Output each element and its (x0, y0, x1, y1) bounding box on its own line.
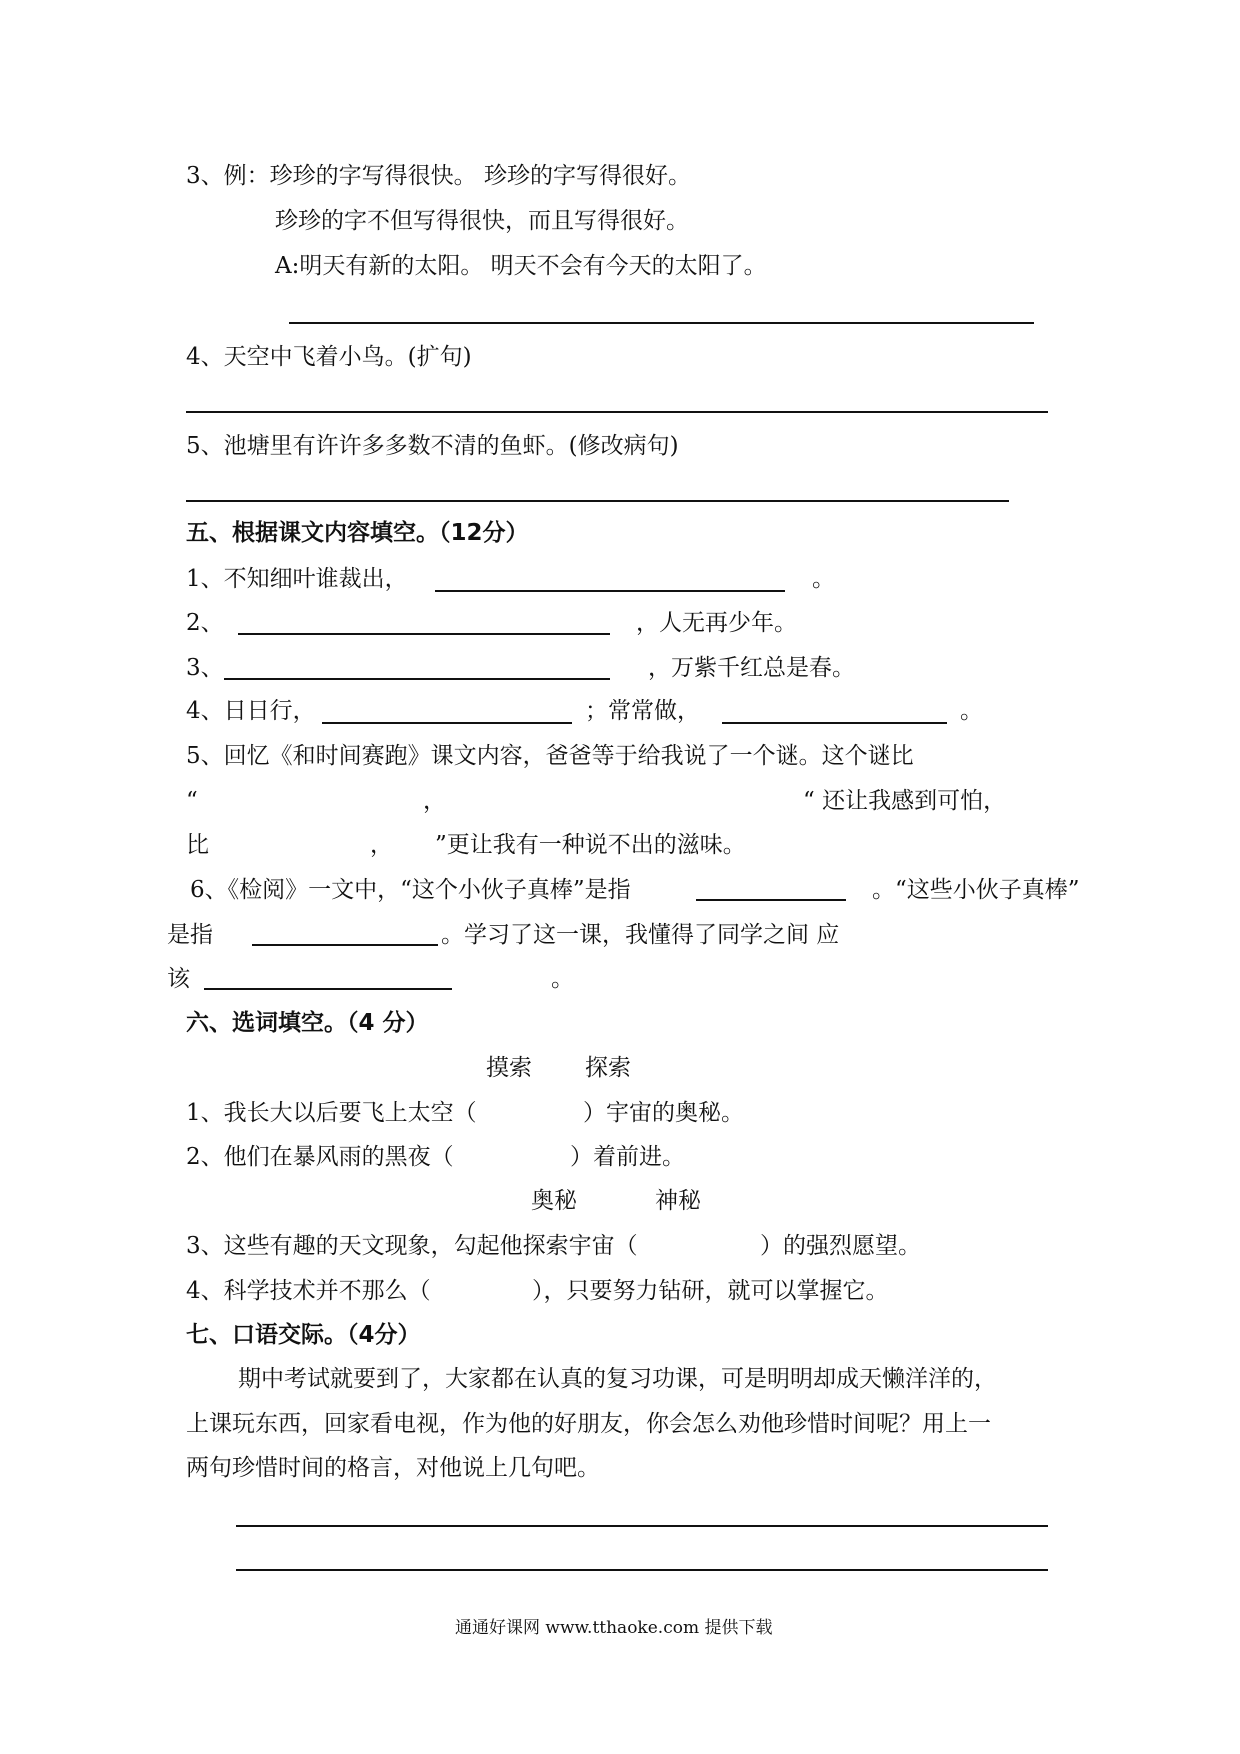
s5-q6-line1-end: 。“这些小伙子真棒” (872, 877, 1080, 903)
q5-correct-sentence: 5、池塘里有许许多多数不清的鱼虾。(修改病句) (186, 433, 679, 459)
s6-q1-start: 1、我长大以后要飞上太空（ (186, 1100, 477, 1126)
s6-q2-end: ）着前进。 (570, 1144, 685, 1170)
s5-q4-prompt: 4、日日行， (186, 698, 316, 724)
section6-heading: 六、选词填空。（4 分） (186, 1010, 429, 1036)
word-choice-1b: 探索 (585, 1055, 631, 1081)
s5-q6-line2-start: 是指 (167, 922, 213, 948)
s6-q3-end: ）的强烈愿望。 (760, 1233, 921, 1259)
s5-q1-prompt: 1、不知细叶谁裁出， (186, 566, 408, 592)
q3-example-line2: 珍珍的字不但写得很快，而且写得很好。 (275, 208, 689, 234)
s6-q1-end: ）宇宙的奥秘。 (583, 1100, 744, 1126)
s5-q2-prompt: 2、 (186, 610, 224, 636)
q4-expand-sentence: 4、天空中飞着小鸟。(扩句) (186, 344, 472, 370)
s7-answer-line-2[interactable] (236, 1569, 1048, 1571)
s5-q6-blank-c[interactable] (204, 988, 452, 990)
s5-q5-line3-end: ”更让我有一种说不出的滋味。 (435, 832, 746, 858)
word-choice-2a: 奥秘 (531, 1188, 577, 1214)
footer-source: 通通好课网 www.tthaoke.com 提供下载 (455, 1618, 773, 1638)
section5-heading: 五、根据课文内容填空。（12分） (186, 520, 529, 546)
s5-q1-end: 。 (812, 566, 835, 592)
s5-q5-line1: 5、回忆《和时间赛跑》课文内容，爸爸等于给我说了一个谜。这个谜比 (186, 743, 914, 769)
s5-q5-line3-comma: ， (370, 832, 393, 858)
word-choice-1a: 摸索 (486, 1055, 532, 1081)
s7-para-line2: 上课玩东西，回家看电视，作为他的好朋友，你会怎么劝他珍惜时间呢？用上一 (186, 1411, 991, 1437)
s7-para-line3: 两句珍惜时间的格言，对他说上几句吧。 (186, 1455, 600, 1481)
s5-q6-blank-b[interactable] (252, 944, 438, 946)
s5-q5-open-quote: “ (186, 788, 198, 814)
s5-q4-mid: ；常常做， (585, 698, 700, 724)
s7-para-line1: 期中考试就要到了，大家都在认真的复习功课，可是明明却成天懒洋洋的， (238, 1366, 997, 1392)
s5-q6-line2-end: 。学习了这一课，我懂得了同学之间 应 (441, 922, 840, 948)
s5-q3-end: ，万紫千红总是春。 (648, 655, 855, 681)
answer-line-q3[interactable] (289, 322, 1034, 324)
s6-q2-start: 2、他们在暴风雨的黑夜（ (186, 1144, 454, 1170)
s5-q4-blank-b[interactable] (722, 722, 947, 724)
section7-heading: 七、口语交际。（4分） (186, 1322, 421, 1348)
s5-q6-line3-end: 。 (551, 966, 574, 992)
q3-task-line: A:明天有新的太阳。 明天不会有今天的太阳了。 (275, 253, 767, 279)
answer-line-q5[interactable] (186, 500, 1009, 502)
s5-q4-blank-a[interactable] (322, 722, 572, 724)
s6-q3-start: 3、这些有趣的天文现象，勾起他探索宇宙（ (186, 1233, 638, 1259)
s5-q3-prompt: 3、 (186, 655, 224, 681)
s5-q5-line3-start: 比 (186, 832, 209, 858)
s5-q4-end: 。 (960, 698, 983, 724)
s6-q4-end: ），只要努力钻研，就可以掌握它。 (532, 1278, 889, 1304)
s5-q6-blank-a[interactable] (696, 899, 846, 901)
s6-q4-start: 4、科学技术并不那么（ (186, 1278, 431, 1304)
s5-q6-line3-start: 该 (167, 966, 190, 992)
s5-q1-blank[interactable] (435, 590, 785, 592)
answer-line-q4[interactable] (186, 411, 1048, 413)
s5-q5-comma: ， (423, 788, 446, 814)
s7-answer-line-1[interactable] (236, 1525, 1048, 1527)
s5-q5-line2-end: “ 还让我感到可怕， (803, 788, 1007, 814)
s5-q2-end: ，人无再少年。 (636, 610, 797, 636)
s5-q6-line1-start: 6、《检阅》一文中，“这个小伙子真棒”是指 (190, 877, 631, 903)
q3-example-line1: 3、例：珍珍的字写得很快。 珍珍的字写得很好。 (186, 163, 691, 189)
s5-q3-blank[interactable] (224, 678, 610, 680)
s5-q2-blank[interactable] (238, 633, 610, 635)
word-choice-2b: 神秘 (655, 1188, 701, 1214)
